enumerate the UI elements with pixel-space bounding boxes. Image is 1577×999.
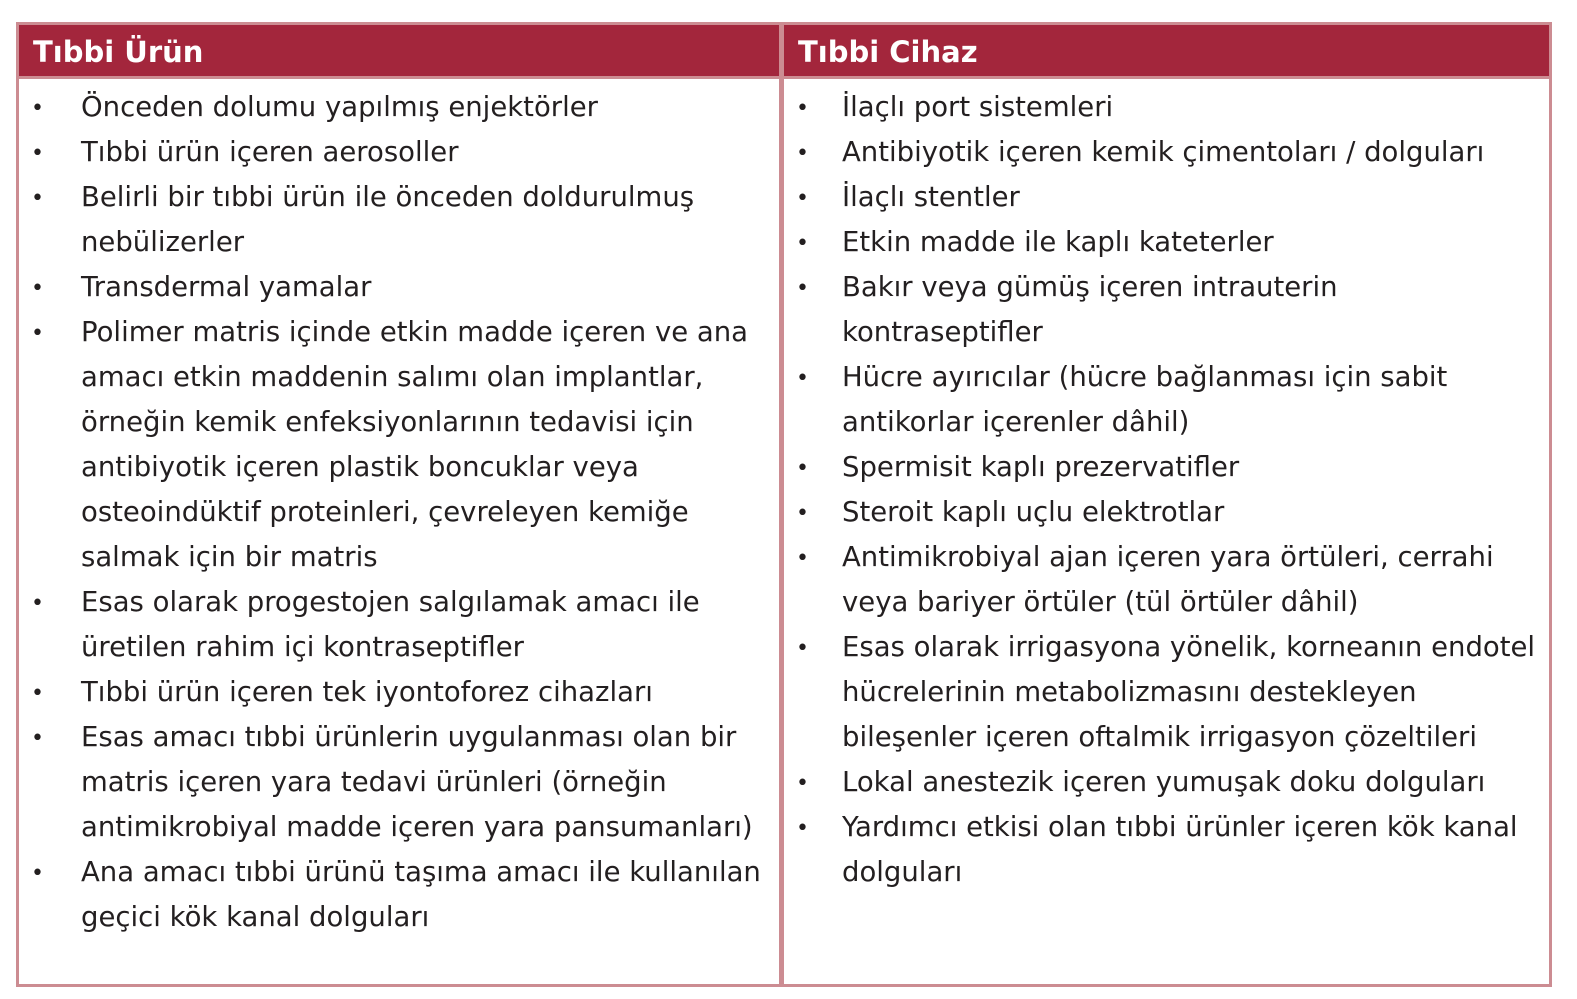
bullet-icon: •	[31, 321, 44, 346]
item-list-medicinal-product	[19, 85, 779, 940]
list-item	[19, 175, 779, 265]
list-item-text: Esas olarak irrigasyona yönelik, korneanın endotel hücrelerinin metabolizmasını destekleyen bileşenler içeren oftalmik irrigasyon çözeltileri	[842, 631, 1536, 753]
list-item	[784, 805, 1549, 895]
bullet-icon: •	[31, 591, 44, 616]
list-item-text: Hücre ayırıcılar (hücre bağlanması için sabit antikorlar içerenler dâhil)	[842, 361, 1448, 438]
column-medical-device	[784, 25, 1549, 984]
list-item	[19, 580, 779, 670]
bullet-icon: •	[796, 231, 809, 256]
bullet-icon: •	[31, 186, 44, 211]
column-header-medicinal-product: Tıbbi Ürün	[19, 25, 779, 79]
list-item	[19, 310, 779, 580]
list-item-text: Tıbbi ürün içeren aerosoller	[81, 136, 459, 168]
bullet-icon: •	[31, 861, 44, 886]
list-item	[784, 175, 1549, 220]
list-item-text: Etkin madde ile kaplı kateterler	[842, 226, 1274, 258]
bullet-icon: •	[31, 726, 44, 751]
list-item-text: Esas olarak progestojen salgılamak amacı ile üretilen rahim içi kontraseptifler	[81, 586, 700, 663]
item-list-medical-device	[784, 85, 1549, 895]
column-body-medical-device	[784, 79, 1549, 895]
list-item	[784, 130, 1549, 175]
bullet-icon: •	[796, 276, 809, 301]
bullet-icon: •	[796, 96, 809, 121]
list-item-text: İlaçlı port sistemleri	[842, 91, 1114, 123]
bullet-icon: •	[31, 276, 44, 301]
bullet-icon: •	[796, 771, 809, 796]
list-item	[19, 850, 779, 940]
list-item-text: İlaçlı stentler	[842, 181, 1020, 213]
bullet-icon: •	[796, 366, 809, 391]
list-item	[784, 85, 1549, 130]
bullet-icon: •	[31, 96, 44, 121]
list-item-text: Steroit kaplı uçlu elektrotlar	[842, 496, 1225, 528]
list-item	[19, 715, 779, 850]
list-item-text: Esas amacı tıbbi ürünlerin uygulanması olan bir matris içeren yara tedavi ürünleri (örneğin antimikrobiyal madde içeren yara pansumanları)	[81, 721, 753, 843]
list-item-text: Bakır veya gümüş içeren intrauterin kontraseptifler	[842, 271, 1338, 348]
list-item	[19, 130, 779, 175]
list-item-text: Antibiyotik içeren kemik çimentoları / dolguları	[842, 136, 1485, 168]
bullet-icon: •	[796, 456, 809, 481]
list-item	[784, 535, 1549, 625]
bullet-icon: •	[796, 501, 809, 526]
list-item	[19, 265, 779, 310]
bullet-icon: •	[796, 186, 809, 211]
column-header-medical-device: Tıbbi Cihaz	[784, 25, 1549, 79]
bullet-icon: •	[796, 636, 809, 661]
list-item-text: Antimikrobiyal ajan içeren yara örtüleri, cerrahi veya bariyer örtüler (tül örtüler dâhil)	[842, 541, 1494, 618]
list-item	[784, 625, 1549, 760]
list-item	[19, 670, 779, 715]
bullet-icon: •	[31, 681, 44, 706]
list-item-text: Transdermal yamalar	[81, 271, 372, 303]
classification-table	[16, 22, 1552, 987]
list-item-text: Önceden dolumu yapılmış enjektörler	[81, 91, 598, 123]
list-item-text: Spermisit kaplı prezervatifler	[842, 451, 1240, 483]
bullet-icon: •	[796, 816, 809, 841]
list-item	[19, 85, 779, 130]
column-medicinal-product	[19, 25, 784, 984]
list-item-text: Yardımcı etkisi olan tıbbi ürünler içeren kök kanal dolguları	[842, 811, 1518, 888]
bullet-icon: •	[796, 546, 809, 571]
list-item-text: Belirli bir tıbbi ürün ile önceden doldurulmuş nebülizerler	[81, 181, 695, 258]
list-item-text: Polimer matris içinde etkin madde içeren ve ana amacı etkin maddenin salımı olan implantlar, örneğin kemik enfeksiyonlarının tedavisi için antibiyotik içeren plastik boncuklar veya osteoindüktif proteinleri, çevreleyen kemiğe salmak için bir matris	[81, 316, 749, 573]
list-item	[784, 355, 1549, 445]
list-item	[784, 760, 1549, 805]
list-item	[784, 490, 1549, 535]
list-item	[784, 445, 1549, 490]
bullet-icon: •	[31, 141, 44, 166]
list-item	[784, 220, 1549, 265]
list-item-text: Ana amacı tıbbi ürünü taşıma amacı ile kullanılan geçici kök kanal dolguları	[81, 856, 761, 933]
list-item-text: Lokal anestezik içeren yumuşak doku dolguları	[842, 766, 1486, 798]
list-item-text: Tıbbi ürün içeren tek iyontoforez cihazları	[81, 676, 653, 708]
bullet-icon: •	[796, 141, 809, 166]
column-body-medicinal-product	[19, 79, 779, 940]
list-item	[784, 265, 1549, 355]
